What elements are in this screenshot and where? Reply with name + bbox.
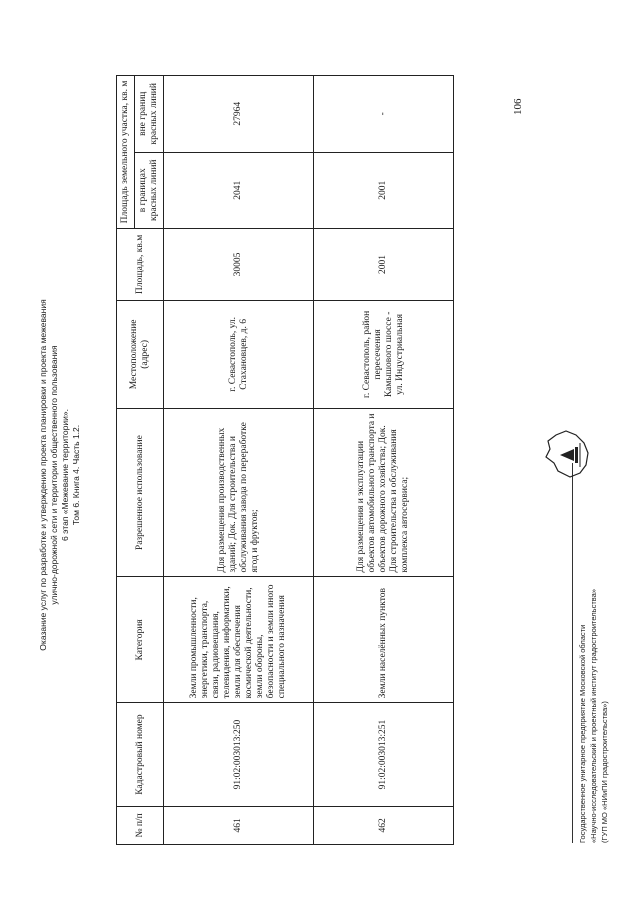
- table-row: [164, 76, 314, 845]
- footer-line-1: Государственное унитарное предприятие Московской области: [578, 624, 587, 843]
- document-header: [38, 195, 82, 755]
- land-plots-table: [116, 75, 454, 845]
- cell-outside: 27964: [164, 76, 314, 153]
- header-use: Разрешенное использование: [117, 408, 164, 577]
- footer-line-2: «Научно-исследовательский и проектный институт градостроительства»: [589, 589, 598, 843]
- cell-outside: -: [314, 76, 454, 153]
- cell-inside: 2001: [314, 152, 454, 228]
- cell-inside: 2041: [164, 152, 314, 228]
- cell-num: 461: [164, 806, 314, 844]
- header-line-3: 6 этап «Межевание территории».: [60, 409, 70, 541]
- cell-num: 462: [314, 806, 454, 844]
- header-line-4: Том 6. Книга 4. Часть 1.2.: [71, 424, 81, 526]
- cell-area: 2001: [314, 228, 454, 300]
- header-location: Местоположение (адрес): [117, 300, 164, 408]
- cell-cadastral: 91:02:003013:250: [164, 703, 314, 806]
- header-category: Категория: [117, 577, 164, 703]
- table-row: [314, 76, 454, 845]
- header-num: № п/п: [117, 806, 164, 844]
- header-line-1: Оказание услуг по разработке и утверждению проекта планировки и проекта межевания: [38, 299, 48, 651]
- document-footer: [572, 463, 610, 843]
- cell-location: г. Севастополь, район пересечения Камышового шоссе - ул. Индустриальная: [314, 300, 454, 408]
- institute-logo-icon: [540, 425, 595, 485]
- cell-cadastral: 91:02:003013:251: [314, 703, 454, 806]
- header-land-area: Площадь земельного участка, кв. м: [117, 76, 135, 229]
- cell-location: г. Севастополь, ул. Стахановцев, д. 6: [164, 300, 314, 408]
- header-inside: в границах красных линий: [135, 152, 164, 228]
- cell-category: Земли населённых пунктов: [314, 577, 454, 703]
- cell-area: 30005: [164, 228, 314, 300]
- footer-line-3: (ГУП МО «НИиПИ градостроительства»): [600, 701, 609, 843]
- page-number: 106: [512, 98, 524, 115]
- cell-use: Для размещения производственных зданий; Док. Для строительства и обслуживания завода по переработке ягод и фруктов;: [164, 408, 314, 577]
- header-line-2: улично-дорожной сети и территории общественного пользования: [49, 345, 59, 605]
- cell-use: Для размещения и эксплуатации объектов автомобильного транспорта и объектов дорожного хозяйства; Док. Для строительства и обслуживания комплекса автосервиса;: [314, 408, 454, 577]
- header-cadastral: Кадастровый номер: [117, 703, 164, 806]
- header-area: Площадь, кв.м: [117, 228, 164, 300]
- header-outside: вне границ красных линий: [135, 76, 164, 153]
- cell-category: Земли промышленности, энергетики, транспорта, связи, радиовещания, телевидения, информатики, земли для обеспечения космической деятельности, земли обороны, безопасности и земли иного специального назначения: [164, 577, 314, 703]
